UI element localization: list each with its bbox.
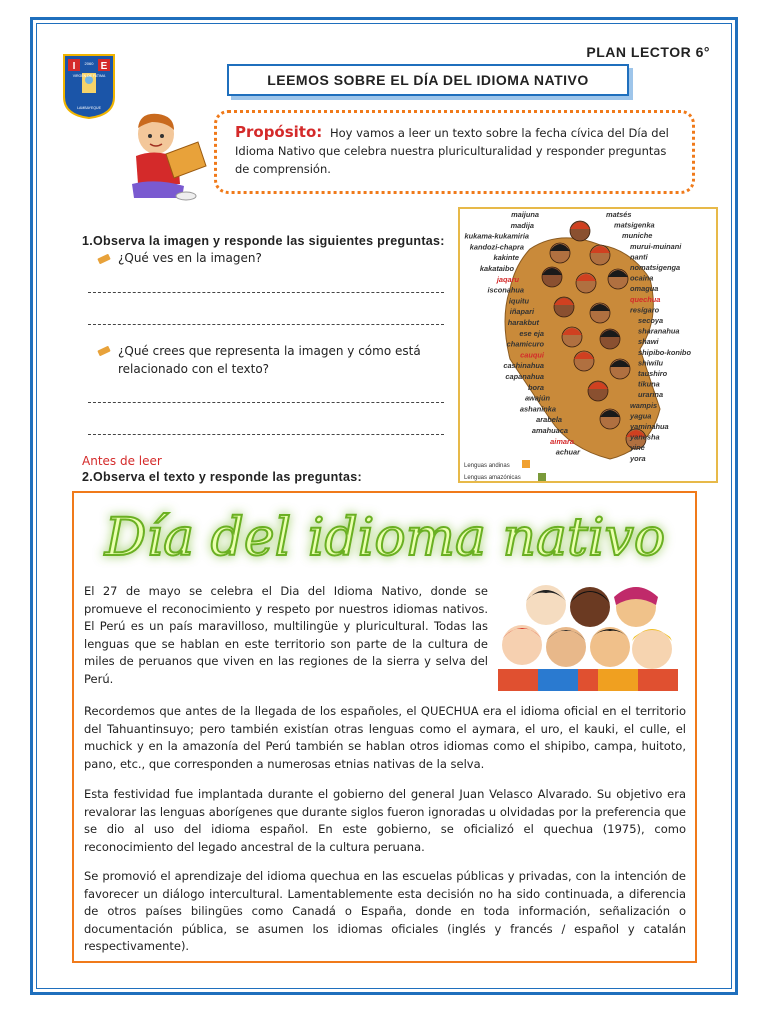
map-language-label: iñapari: [509, 307, 534, 317]
legend-amazonicas-swatch: [538, 473, 546, 481]
map-language-label: iquitu: [508, 296, 529, 306]
article-paragraph-4: Se promovió el aprendizaje del idioma quechua en las escuelas públicas y privadas, con la intención de favorecer un diálogo intercultural. Lamentablemente esta decisión no ha sido continuada, a diferencia de otros países bilingües como Canadá o España, donde en toda información, señalización o documentación pública, se asumen los idiomas oficiales (inglés y francés / español y catalán respectivamente).: [84, 869, 686, 954]
map-language-label: wampis: [630, 400, 658, 410]
article-paragraph-1: El 27 de mayo se celebra el Dia del Idioma Nativo, donde se promueve el reconocimiento y respeto por nuestros idiomas nativos. El Perú es un país maravilloso, multilingüe y pluricultural. Todas las lenguas que se hablan en este territorio son parte de la cultura de miles de peruanos que viven en las regiones de la sierra y selva del Perú.: [84, 584, 488, 686]
map-language-label: jaqaru: [496, 274, 519, 284]
map-language-label: yagua: [630, 411, 652, 421]
pencil-icon: [97, 346, 110, 357]
article-paragraph-3: Esta festividad fue implantada durante el gobierno del general Juan Velasco Alvarado. Su objetivo era revalorar las lenguas aborígenes que durante siglos fueron ignoradas u olvidadas por la preferencia que se dio al uso del idioma español. En este gobierno, se oficializó el quechua (1975), como reconocimiento del legado ancestral de la cultura peruana.: [84, 787, 686, 854]
map-language-label: ese eja: [519, 328, 544, 338]
map-language-label: matsigenka: [614, 220, 655, 230]
map-language-label: capanahua: [505, 372, 544, 381]
languages-map: [458, 207, 718, 483]
map-language-label: resígaro: [630, 305, 660, 315]
map-language-label: kukama-kukamiria: [464, 231, 529, 241]
map-language-label: shipibo-konibo: [638, 347, 691, 357]
plan-lector-label: PLAN LECTOR 6°: [586, 44, 710, 60]
map-language-label: ashaninka: [519, 404, 556, 414]
boy-reading-illustration: [126, 110, 208, 202]
peru-map-svg: [460, 209, 716, 481]
purpose-label: Propósito:: [235, 123, 323, 141]
map-language-label: kakinte: [493, 253, 519, 263]
map-language-label: cashinahua: [503, 361, 544, 371]
map-language-label: matsés: [606, 210, 632, 219]
school-logo: [62, 53, 116, 119]
logo-letter-i: I: [72, 61, 76, 72]
map-language-label: yaminahua: [630, 422, 669, 431]
logo-place: LAMBAYEQUE: [77, 106, 101, 110]
map-language-label: kakataibo: [479, 264, 514, 273]
map-language-label: aimara: [550, 436, 574, 446]
map-language-label: sharanahua: [638, 326, 680, 336]
map-face-hair: [570, 222, 590, 229]
purpose-text: Hoy vamos a leer un texto sobre la fecha cívica del Día del Idioma Nativo que celebra nuestra pluriculturalidad y responder preguntas de comprensión.: [235, 126, 669, 176]
map-language-label: shawi: [638, 337, 659, 347]
map-language-label: shiwilu: [638, 358, 664, 368]
map-language-label: omagua: [630, 284, 659, 294]
section1-heading: 1.Observa la imagen y responde las siguientes preguntas:: [82, 234, 445, 248]
map-language-label: yine: [630, 443, 645, 453]
map-language-label: arabela: [536, 415, 562, 425]
map-language-label: bora: [527, 382, 544, 392]
logo-school-name: VIRGEN DE FATIMA: [72, 74, 106, 78]
purpose-box: [214, 110, 695, 194]
page-title: LEEMOS SOBRE EL DÍA DEL IDIOMA NATIVO: [227, 64, 629, 96]
answer-line-1[interactable]: [88, 292, 444, 293]
map-language-label: achuar: [555, 447, 580, 457]
map-language-label: yanesha: [630, 432, 660, 442]
map-language-label: nanti: [630, 252, 648, 262]
map-language-label: amahuaca: [531, 426, 568, 435]
antes-de-leer-label: Antes de leer: [82, 454, 162, 468]
legend-andinas-swatch: [522, 460, 530, 468]
map-language-label: kandozi-chapra: [469, 242, 524, 252]
article-paragraph-2: Recordemos que antes de la llegada de los españoles, el QUECHUA era el idioma oficial en el territorio del Tahuantinsuyo; pero también existían otras lenguas como el aymara, el uro, el kauki, el culle, el muchick y en la amazonía del Perú también se hablan otros idiomas como el shipibo, campa, huitoto, pano, etc., que corresponden a numerosas etnias nativas de la selva.: [84, 704, 686, 771]
map-language-label: taushiro: [638, 369, 668, 378]
article-banner-title: Día del idioma nativo: [104, 508, 666, 568]
question-2-text: ¿Qué crees que representa la imagen y cómo está relacionado con el texto?: [118, 344, 421, 376]
answer-line-4[interactable]: [88, 434, 444, 435]
map-language-label: chamicuro: [506, 339, 544, 349]
legend-amazonicas: Lenguas amazónicas: [464, 475, 521, 481]
map-language-label: isconahua: [487, 285, 524, 295]
map-language-label: nomatsigenga: [630, 263, 681, 272]
map-language-label: urarina: [638, 390, 664, 400]
article-banner: [80, 497, 690, 577]
map-language-label: murui-muinani: [630, 241, 682, 251]
logo-year: 2060: [84, 61, 94, 66]
question-1: [98, 249, 438, 267]
map-language-label: ocaina: [630, 273, 654, 283]
map-language-label: maijuna: [511, 210, 539, 219]
map-language-label: madija: [510, 220, 534, 230]
question-2: [98, 342, 428, 378]
map-language-label: harakbut: [507, 318, 539, 327]
legend-andinas: Lenguas andinas: [464, 463, 510, 469]
answer-line-2[interactable]: [88, 324, 444, 325]
logo-letter-e: E: [100, 61, 108, 72]
pencil-icon: [97, 253, 110, 264]
map-language-label: awajún: [524, 393, 550, 403]
map-language-label: tikuna: [638, 379, 660, 389]
map-language-label: quechua: [630, 294, 661, 304]
map-language-label: cauqui: [520, 350, 544, 360]
section2-heading: 2.Observa el texto y responde las preguntas:: [82, 470, 362, 484]
map-language-label: secoya: [638, 316, 664, 325]
question-1-text: ¿Qué ves en la imagen?: [118, 251, 262, 265]
answer-line-3[interactable]: [88, 402, 444, 403]
children-illustration: [498, 577, 678, 691]
map-language-label: muniche: [622, 231, 653, 241]
map-language-label: yora: [630, 453, 646, 463]
